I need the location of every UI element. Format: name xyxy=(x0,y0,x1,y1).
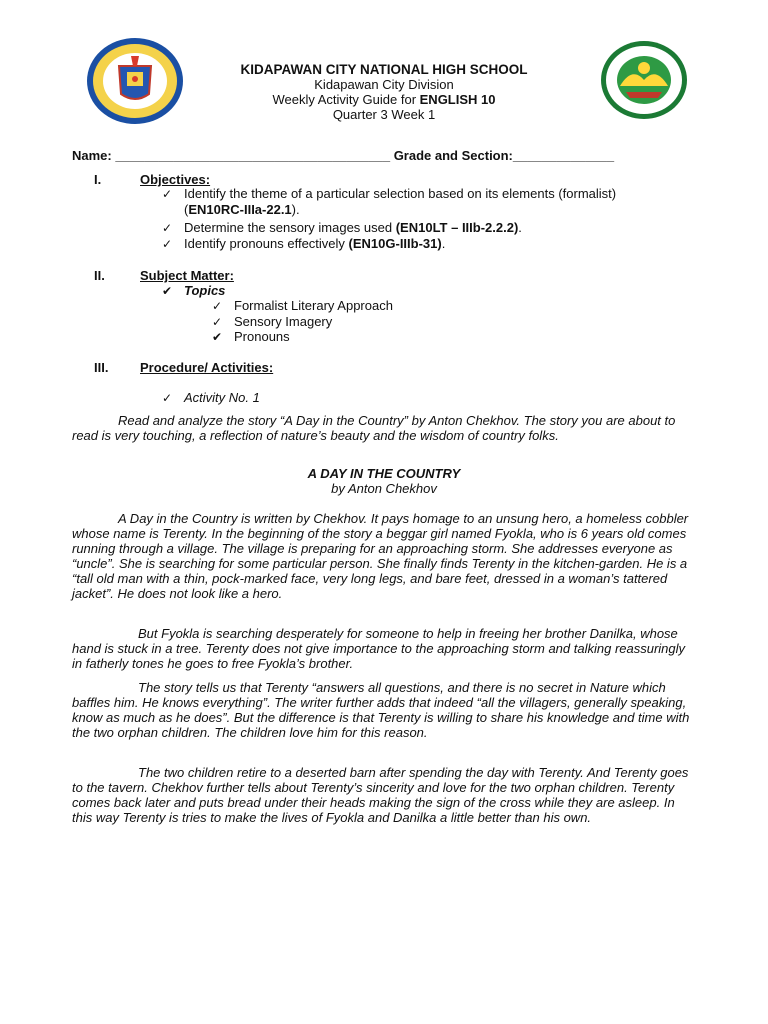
topic-item xyxy=(212,329,290,345)
division-name: Kidapawan City Division xyxy=(314,77,454,92)
paragraph-text: The story tells us that Terenty “answers all questions, and there is no secret in Nature which baffles him. He knows everything”. The writer further adds that indeed “all the villagers, generally speaking, know as much as he does”. But the difference is that Terenty is willing to share his knowledge and time with the two orphan children. The children love him for this reason. xyxy=(72,680,690,740)
activity-item xyxy=(162,390,260,406)
school-name: KIDAPAWAN CITY NATIONAL HIGH SCHOOL xyxy=(240,62,528,77)
objective-1-code: EN10RC-IIIa-22.1 xyxy=(188,202,292,217)
guide-subject: ENGLISH 10 xyxy=(419,92,496,107)
topic-text: Formalist Literary Approach xyxy=(234,298,393,313)
check-icon: ✓ xyxy=(212,299,223,313)
objective-item-3 xyxy=(162,236,445,252)
check-icon: ✓ xyxy=(162,391,173,405)
activity-text: Activity No. 1 xyxy=(184,390,260,405)
objective-1-paren-open: ( xyxy=(184,202,189,217)
topic-text: Pronouns xyxy=(234,329,290,344)
story-paragraph-4 xyxy=(72,765,692,825)
objective-2-code: (EN10LT – IIIb-2.2.2) xyxy=(395,220,519,235)
document-header xyxy=(0,62,768,122)
objective-1-text: Identify the theme of a particular selection based on its elements (formalist) xyxy=(184,186,617,201)
topic-text: Sensory Imagery xyxy=(234,314,333,329)
objective-3-text: Identify pronouns effectively xyxy=(184,236,349,251)
guide-title xyxy=(0,92,768,107)
subject-matter-heading: Subject Matter: xyxy=(140,268,234,283)
objective-item-1-cont xyxy=(184,202,300,217)
objective-2-end: . xyxy=(518,220,522,235)
topics-label-text: Topics xyxy=(184,283,226,298)
story-paragraph-2 xyxy=(72,626,692,671)
objective-item-1 xyxy=(162,186,616,202)
objective-3-code: (EN10G-IIIb-31) xyxy=(348,236,442,251)
check-icon: ✓ xyxy=(162,221,173,235)
procedure-heading: Procedure/ Activities: xyxy=(140,360,274,375)
name-grade-line: Name: ______________________________________ Grade and Section:______________ xyxy=(72,148,615,163)
check-icon: ✓ xyxy=(162,187,173,201)
story-title-block xyxy=(0,466,768,496)
topic-item xyxy=(212,314,332,330)
objective-2-text: Determine the sensory images used xyxy=(184,220,396,235)
check-icon: ✔ xyxy=(162,284,173,298)
numeral-subject-matter: II. xyxy=(94,268,105,283)
story-paragraph-3 xyxy=(72,680,692,740)
numeral-objectives: I. xyxy=(94,172,102,187)
topics-label xyxy=(162,283,225,299)
objectives-heading: Objectives: xyxy=(140,172,211,187)
check-icon: ✓ xyxy=(162,237,173,251)
paragraph-text: But Fyokla is searching desperately for someone to help in freeing her brother Danilka, whose hand is stuck in a tree. Terenty does not give importance to the approaching storm and talking reassuringly in fatherly tones he goes to free Fyokla’s brother. xyxy=(72,626,686,671)
numeral-procedure: III. xyxy=(94,360,109,375)
objective-item-2 xyxy=(162,220,522,236)
guide-prefix: Weekly Activity Guide for xyxy=(272,92,420,107)
story-title: A DAY IN THE COUNTRY xyxy=(307,466,461,481)
paragraph-text: A Day in the Country is written by Chekhov. It pays homage to an unsung hero, a homeless cobbler whose name is Terenty. In the beginning of the story a beggar girl named Fyokla, who is 6 years old comes running through a village. The village is preparing for an approaching storm. She addresses everyone as “uncle”. She is searching for some particular person. She finally finds Terenty in the kitchen-garden. He is a “tall old man with a thin, pock-marked face, very long legs, and bare feet, dressed in a woman’s tattered jacket”. He does not look like a hero. xyxy=(72,511,689,601)
quarter-week: Quarter 3 Week 1 xyxy=(332,107,436,122)
check-icon: ✔ xyxy=(212,330,223,344)
intro-text: Read and analyze the story “A Day in the Country” by Anton Chekhov. The story you are about to read is very touching, a reflection of nature’s beauty and the wisdom of country folks. xyxy=(72,413,676,443)
intro-paragraph xyxy=(72,413,692,443)
objective-1-paren-close: ). xyxy=(291,202,300,217)
story-author: by Anton Chekhov xyxy=(331,481,437,496)
story-paragraph-1 xyxy=(72,511,692,601)
check-icon: ✓ xyxy=(212,315,223,329)
topic-item xyxy=(212,298,393,314)
objective-3-end: . xyxy=(441,236,446,251)
paragraph-text: The two children retire to a deserted barn after spending the day with Terenty. And Terenty goes to the tavern. Chekhov further tells about Terenty’s sincerity and love for the two orphan children. Terenty comes back later and puts bread under their heads making the sign of the cross while they are asleep. In this way Terenty is tries to make the lives of Fyokla and Danilka a little better than his own. xyxy=(72,765,689,825)
